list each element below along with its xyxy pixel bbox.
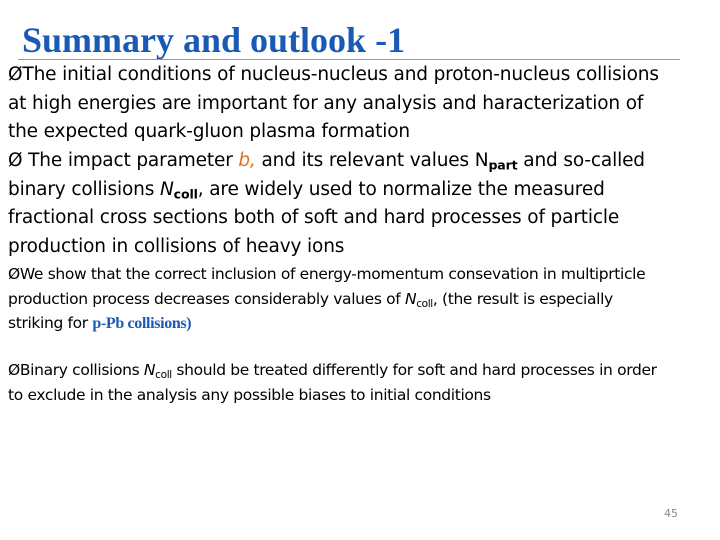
bullet-line: ØBinary collisions $N_{coll}$ should be treated differently for soft and hard processes in order — [8, 361, 657, 381]
bullet-line: the expected quark-gluon plasma formation — [8, 121, 410, 143]
bullet-line — [8, 61, 720, 90]
bullet-line: binary collisions $N_{coll}$, are widely used to normalize the measured — [8, 178, 605, 202]
bullet-arrow-icon: Ø — [8, 150, 23, 171]
bullet-arrow-icon: Ø — [8, 64, 23, 85]
impact-parameter-symbol: b, — [238, 150, 256, 171]
bullet-line: fractional cross sections both of soft and hard processes of particle — [8, 207, 620, 229]
bullet-energy-momentum — [8, 262, 720, 337]
bullet-impact-parameter — [8, 147, 720, 262]
bullet-arrow-icon: Ø — [8, 265, 20, 283]
bullet-line: Ø The impact parameter b, and its relevant values $N_{part}$ and so-called — [8, 150, 645, 173]
slide-title: Summary and outlook -1 — [22, 20, 406, 60]
bullet-line: ØWe show that the correct inclusion of energy-momentum consevation in multiprticle — [8, 265, 646, 283]
bullet-line: striking for p-Pb collisions) — [8, 314, 192, 332]
bullet-arrow-icon: Ø — [8, 361, 20, 379]
bullet-text: The initial conditions of nucleus-nucleus and proton-nucleus collisions — [22, 64, 659, 85]
slide-number: 45 — [664, 507, 678, 520]
bullet-initial-conditions — [8, 61, 720, 147]
bullet-line: at high energies are important for any analysis and haracterization of — [8, 92, 644, 114]
ppb-highlight: p-Pb collisions) — [92, 315, 192, 332]
bullet-line: production in collisions of heavy ions — [8, 236, 345, 258]
bullet-binary-collisions — [8, 358, 720, 407]
bullet-line: production process decreases considerably values of $N_{coll}$, (the result is especially — [8, 289, 613, 310]
bullet-line: to exclude in the analysis any possible biases to initial conditions — [8, 385, 491, 404]
title-underline — [18, 59, 680, 60]
